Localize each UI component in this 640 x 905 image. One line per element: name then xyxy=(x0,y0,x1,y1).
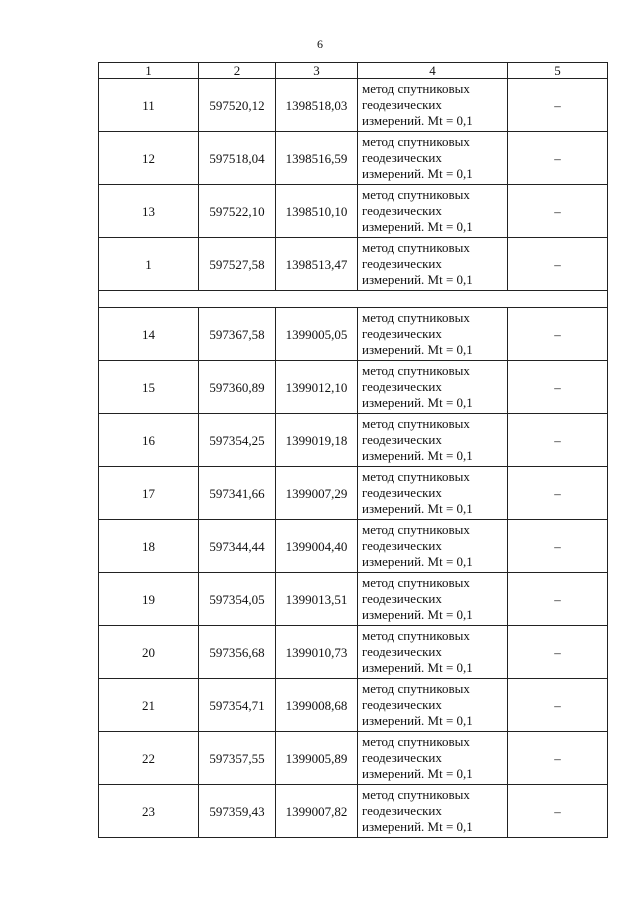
x-coordinate-cell: 597522,10 xyxy=(199,185,276,238)
method-line: геодезических xyxy=(362,256,442,271)
note-cell: – xyxy=(508,626,608,679)
header-cell-3: 3 xyxy=(276,63,358,79)
point-number-cell: 15 xyxy=(99,361,199,414)
method-line: геодезических xyxy=(362,697,442,712)
method-cell xyxy=(358,185,508,238)
table-header-row xyxy=(99,63,608,79)
method-line: метод спутниковых xyxy=(362,787,470,802)
method-line: геодезических xyxy=(362,591,442,606)
method-line: метод спутниковых xyxy=(362,240,470,255)
point-number-cell: 19 xyxy=(99,573,199,626)
table-row xyxy=(99,520,608,573)
table-row xyxy=(99,79,608,132)
method-cell xyxy=(358,732,508,785)
method-line: измерений. Mt = 0,1 xyxy=(362,272,473,287)
y-coordinate-cell: 1398516,59 xyxy=(276,132,358,185)
method-line: измерений. Mt = 0,1 xyxy=(362,766,473,781)
method-line: метод спутниковых xyxy=(362,734,470,749)
method-line: геодезических xyxy=(362,750,442,765)
method-line: измерений. Mt = 0,1 xyxy=(362,342,473,357)
y-coordinate-cell: 1399010,73 xyxy=(276,626,358,679)
y-coordinate-cell: 1398510,10 xyxy=(276,185,358,238)
table-row xyxy=(99,785,608,838)
method-line: измерений. Mt = 0,1 xyxy=(362,713,473,728)
table-row xyxy=(99,467,608,520)
method-line: измерений. Mt = 0,1 xyxy=(362,660,473,675)
method-line: геодезических xyxy=(362,379,442,394)
method-cell xyxy=(358,361,508,414)
method-cell xyxy=(358,132,508,185)
method-line: геодезических xyxy=(362,326,442,341)
y-coordinate-cell: 1399013,51 xyxy=(276,573,358,626)
method-line: геодезических xyxy=(362,150,442,165)
y-coordinate-cell: 1399019,18 xyxy=(276,414,358,467)
method-line: измерений. Mt = 0,1 xyxy=(362,395,473,410)
method-line: измерений. Mt = 0,1 xyxy=(362,819,473,834)
method-line: метод спутниковых xyxy=(362,81,470,96)
note-cell: – xyxy=(508,361,608,414)
method-line: метод спутниковых xyxy=(362,681,470,696)
y-coordinate-cell: 1399007,29 xyxy=(276,467,358,520)
x-coordinate-cell: 597367,58 xyxy=(199,308,276,361)
note-cell: – xyxy=(508,414,608,467)
x-coordinate-cell: 597520,12 xyxy=(199,79,276,132)
table-row xyxy=(99,732,608,785)
y-coordinate-cell: 1399012,10 xyxy=(276,361,358,414)
x-coordinate-cell: 597360,89 xyxy=(199,361,276,414)
method-cell xyxy=(358,626,508,679)
note-cell: – xyxy=(508,79,608,132)
y-coordinate-cell: 1399008,68 xyxy=(276,679,358,732)
point-number-cell: 1 xyxy=(99,238,199,291)
point-number-cell: 11 xyxy=(99,79,199,132)
point-number-cell: 17 xyxy=(99,467,199,520)
x-coordinate-cell: 597341,66 xyxy=(199,467,276,520)
method-line: геодезических xyxy=(362,485,442,500)
table-row xyxy=(99,361,608,414)
note-cell: – xyxy=(508,308,608,361)
method-line: метод спутниковых xyxy=(362,134,470,149)
method-cell xyxy=(358,785,508,838)
method-cell xyxy=(358,520,508,573)
method-line: метод спутниковых xyxy=(362,187,470,202)
separator-cell xyxy=(99,291,608,308)
separator-row xyxy=(99,291,608,308)
method-line: измерений. Mt = 0,1 xyxy=(362,554,473,569)
point-number-cell: 21 xyxy=(99,679,199,732)
method-line: геодезических xyxy=(362,203,442,218)
method-line: геодезических xyxy=(362,432,442,447)
note-cell: – xyxy=(508,573,608,626)
y-coordinate-cell: 1399007,82 xyxy=(276,785,358,838)
method-line: метод спутниковых xyxy=(362,522,470,537)
method-line: метод спутниковых xyxy=(362,628,470,643)
x-coordinate-cell: 597354,25 xyxy=(199,414,276,467)
note-cell: – xyxy=(508,520,608,573)
point-number-cell: 16 xyxy=(99,414,199,467)
x-coordinate-cell: 597354,05 xyxy=(199,573,276,626)
note-cell: – xyxy=(508,785,608,838)
page-number: 6 xyxy=(317,37,323,51)
method-line: геодезических xyxy=(362,644,442,659)
y-coordinate-cell: 1399005,89 xyxy=(276,732,358,785)
y-coordinate-cell: 1398518,03 xyxy=(276,79,358,132)
table-row xyxy=(99,414,608,467)
method-cell xyxy=(358,679,508,732)
x-coordinate-cell: 597344,44 xyxy=(199,520,276,573)
point-number-cell: 13 xyxy=(99,185,199,238)
method-line: измерений. Mt = 0,1 xyxy=(362,219,473,234)
x-coordinate-cell: 597527,58 xyxy=(199,238,276,291)
y-coordinate-cell: 1398513,47 xyxy=(276,238,358,291)
table-row xyxy=(99,308,608,361)
method-line: геодезических xyxy=(362,97,442,112)
table-row xyxy=(99,573,608,626)
point-number-cell: 12 xyxy=(99,132,199,185)
note-cell: – xyxy=(508,238,608,291)
method-line: измерений. Mt = 0,1 xyxy=(362,607,473,622)
x-coordinate-cell: 597359,43 xyxy=(199,785,276,838)
method-line: метод спутниковых xyxy=(362,310,470,325)
point-number-cell: 18 xyxy=(99,520,199,573)
note-cell: – xyxy=(508,185,608,238)
note-cell: – xyxy=(508,679,608,732)
header-cell-1: 1 xyxy=(99,63,199,79)
y-coordinate-cell: 1399004,40 xyxy=(276,520,358,573)
method-cell xyxy=(358,573,508,626)
table-row xyxy=(99,679,608,732)
header-cell-2: 2 xyxy=(199,63,276,79)
method-cell xyxy=(358,79,508,132)
point-number-cell: 20 xyxy=(99,626,199,679)
header-cell-5: 5 xyxy=(508,63,608,79)
x-coordinate-cell: 597357,55 xyxy=(199,732,276,785)
method-line: метод спутниковых xyxy=(362,575,470,590)
method-line: метод спутниковых xyxy=(362,416,470,431)
method-line: измерений. Mt = 0,1 xyxy=(362,166,473,181)
x-coordinate-cell: 597518,04 xyxy=(199,132,276,185)
method-line: измерений. Mt = 0,1 xyxy=(362,501,473,516)
table-row xyxy=(99,238,608,291)
y-coordinate-cell: 1399005,05 xyxy=(276,308,358,361)
note-cell: – xyxy=(508,732,608,785)
table-row xyxy=(99,626,608,679)
method-line: метод спутниковых xyxy=(362,363,470,378)
table-row xyxy=(99,185,608,238)
point-number-cell: 23 xyxy=(99,785,199,838)
coordinates-table xyxy=(98,62,608,838)
method-line: измерений. Mt = 0,1 xyxy=(362,448,473,463)
point-number-cell: 14 xyxy=(99,308,199,361)
method-line: геодезических xyxy=(362,803,442,818)
method-line: геодезических xyxy=(362,538,442,553)
note-cell: – xyxy=(508,467,608,520)
table-row xyxy=(99,132,608,185)
x-coordinate-cell: 597356,68 xyxy=(199,626,276,679)
x-coordinate-cell: 597354,71 xyxy=(199,679,276,732)
method-line: измерений. Mt = 0,1 xyxy=(362,113,473,128)
point-number-cell: 22 xyxy=(99,732,199,785)
method-line: метод спутниковых xyxy=(362,469,470,484)
note-cell: – xyxy=(508,132,608,185)
method-cell xyxy=(358,414,508,467)
method-cell xyxy=(358,308,508,361)
method-cell xyxy=(358,467,508,520)
method-cell xyxy=(358,238,508,291)
header-cell-4: 4 xyxy=(358,63,508,79)
